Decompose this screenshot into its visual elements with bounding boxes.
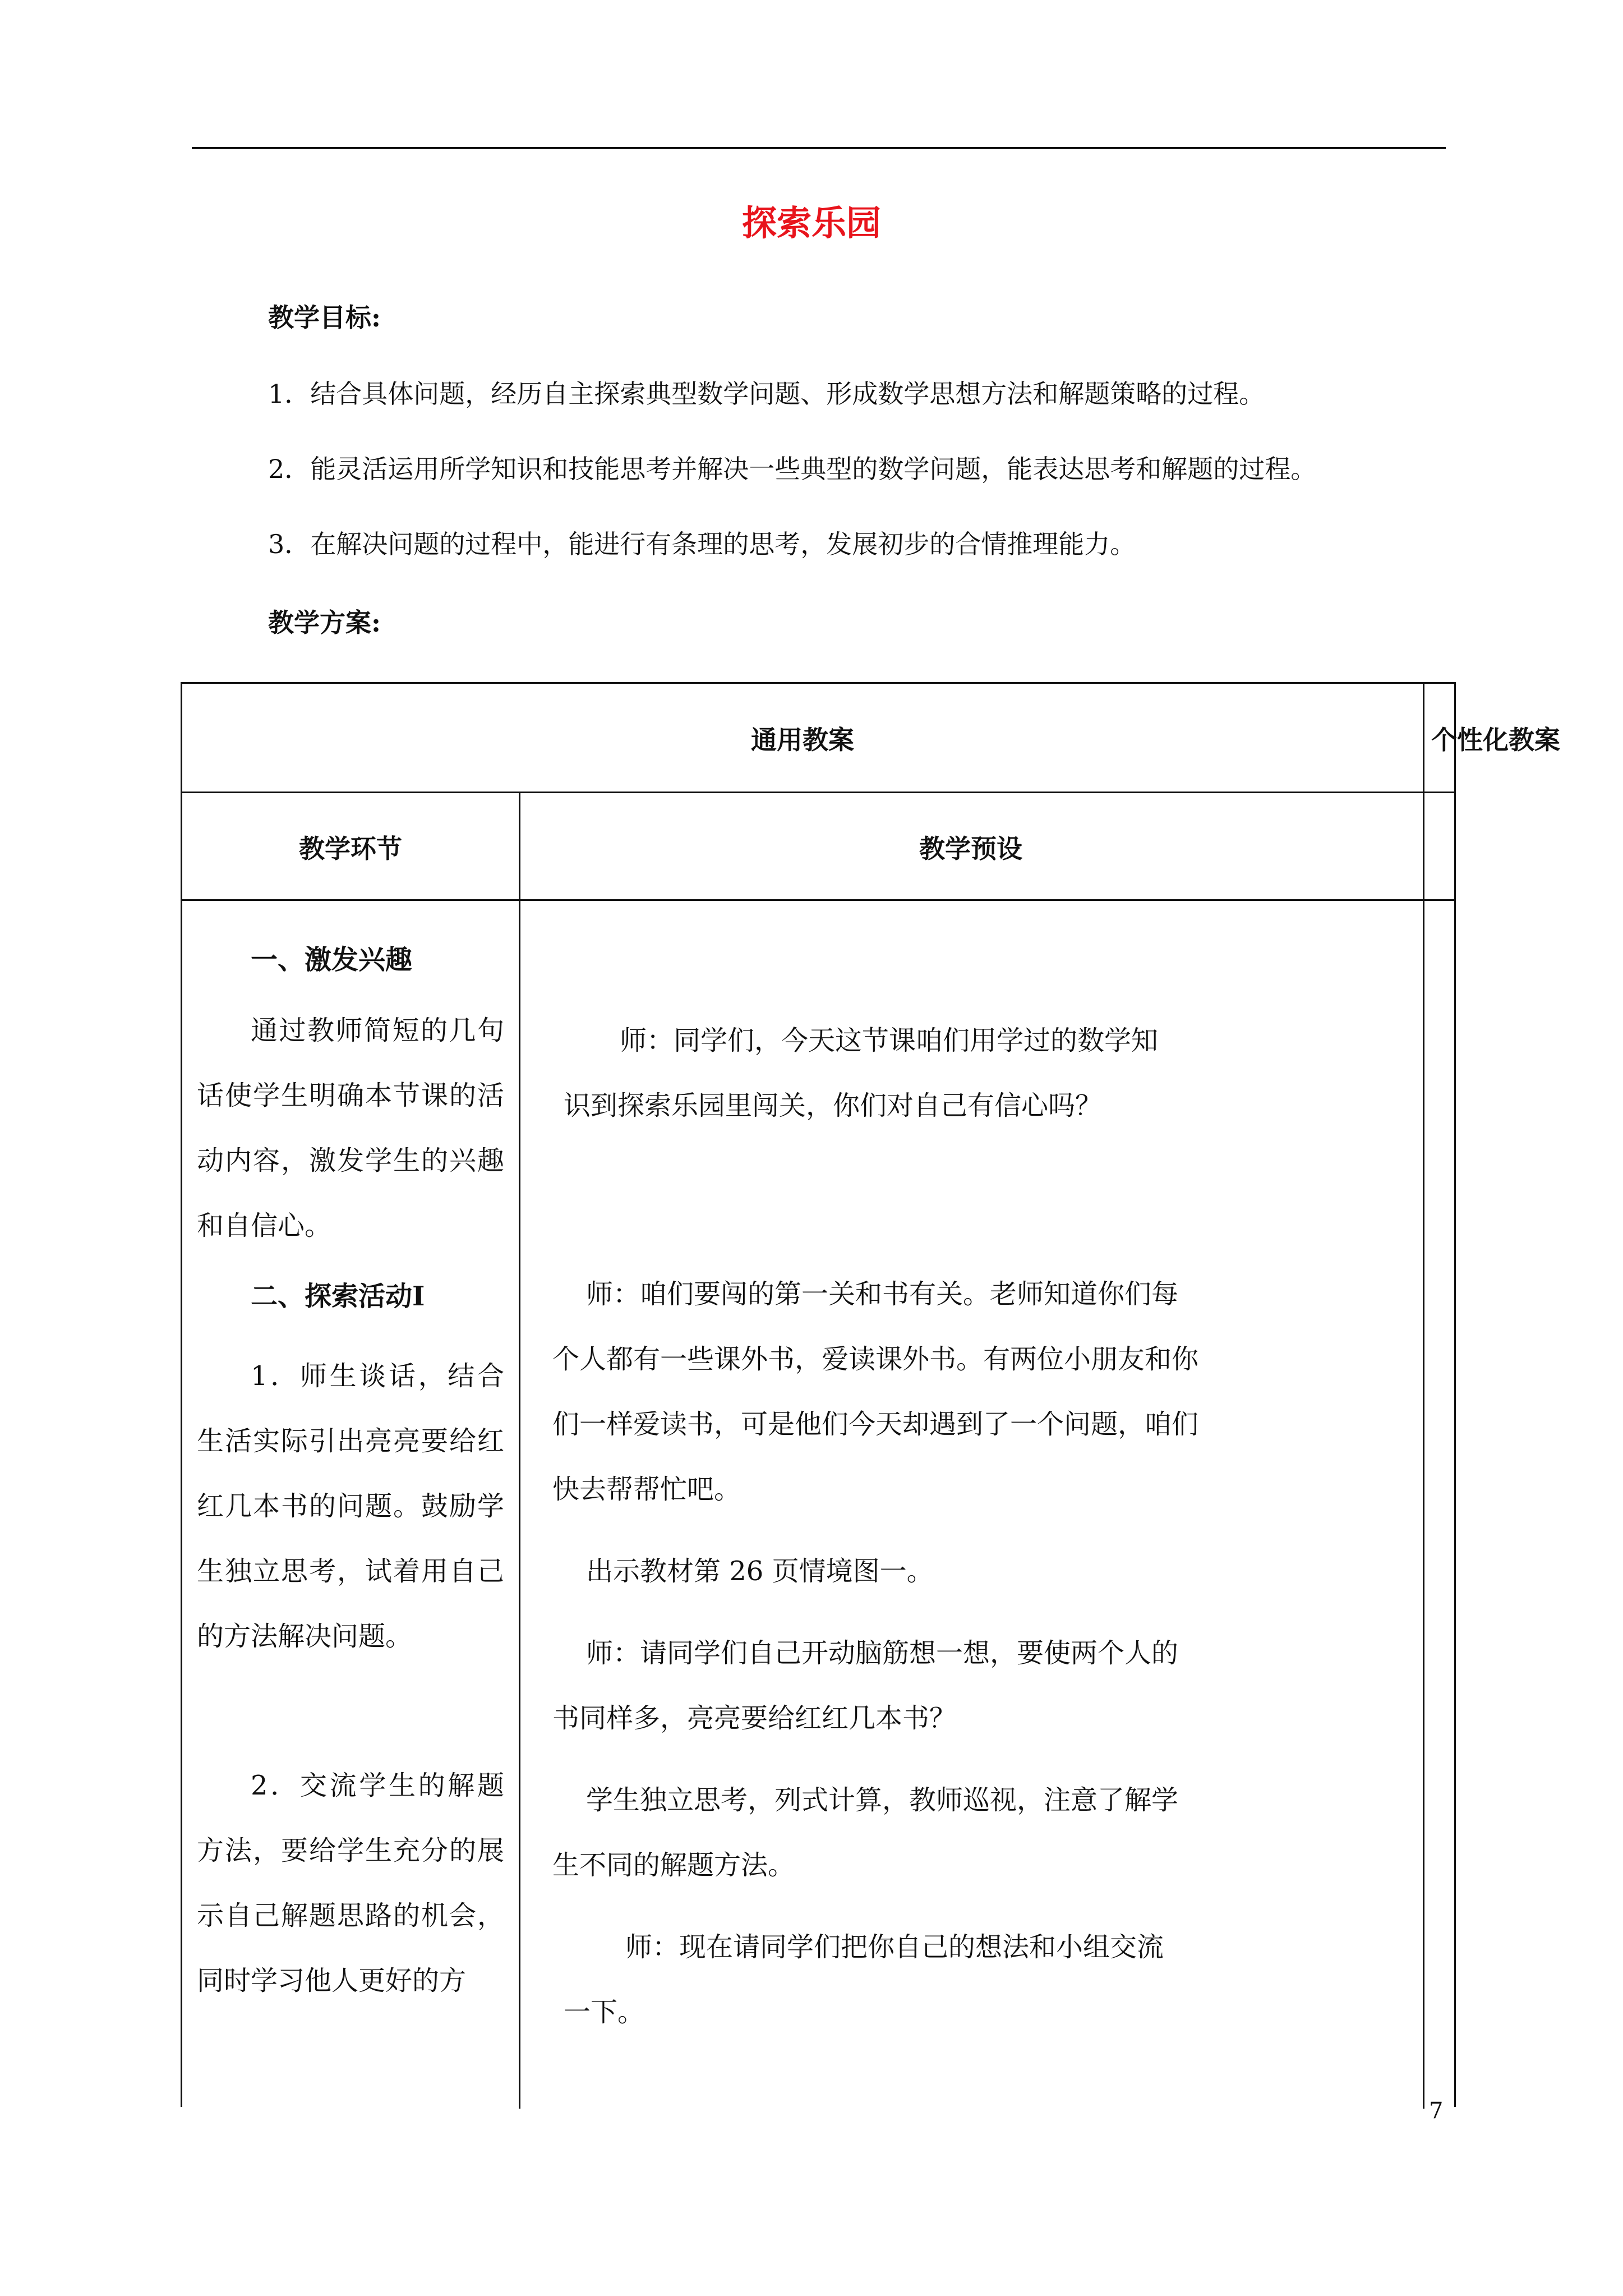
preset-line: 生不同的解题方法。 bbox=[552, 1849, 795, 1881]
header-rule bbox=[192, 147, 1446, 149]
objective-1: 1．结合具体问题，经历自主探索典型数学问题、形成数学思想方法和解题策略的过程。 bbox=[268, 379, 1265, 409]
preset-line: 书同样多，亮亮要给红红几本书？ bbox=[552, 1703, 957, 1734]
preset-line: 师：同学们，今天这节课咱们用学过的数学知 bbox=[620, 1025, 1159, 1056]
section-text: 2．交流学生的解题方法，要给学生充分的展示自己解题思路的机会，同时学习他人更好的方 bbox=[197, 1770, 504, 1996]
page-number: 7 bbox=[1429, 2098, 1444, 2124]
preset-line: 学生独立思考，列式计算，教师巡视，注意了解学 bbox=[586, 1784, 1179, 1816]
section-title: 二、探索活动Ⅰ bbox=[251, 1281, 425, 1312]
table-rule bbox=[182, 792, 1454, 793]
objective-3: 3．在解决问题的过程中，能进行有条理的思考，发展初步的合情推理能力。 bbox=[268, 529, 1136, 559]
plan-heading: 教学方案: bbox=[268, 608, 381, 638]
preset-line: 出示教材第 26 页情境图一。 bbox=[586, 1556, 934, 1587]
preset-line: 识到探索乐园里闯关，你们对自己有信心吗？ bbox=[564, 1090, 1103, 1121]
lesson-plan-table bbox=[181, 682, 1560, 2107]
header-personal: 个性化教案 bbox=[1431, 725, 1560, 755]
preset-column bbox=[519, 899, 1424, 2045]
header-stage: 教学环节 bbox=[299, 834, 402, 864]
preset-line: 师：咱们要闯的第一关和书有关。老师知道你们每 bbox=[586, 1278, 1179, 1310]
preset-line: 个人都有一些课外书，爱读课外书。有两位小朋友和你 bbox=[552, 1343, 1199, 1375]
section-title: 一、激发兴趣 bbox=[251, 944, 413, 976]
section-text: 1．师生谈话，结合生活实际引出亮亮要给红红几本书的问题。鼓励学生独立思考，试着用自己的方法解决问题。 bbox=[197, 1360, 504, 1652]
preset-line: 一下。 bbox=[564, 1996, 645, 2028]
stage-column bbox=[182, 899, 519, 2013]
preset-line: 快去帮帮忙吧。 bbox=[552, 1474, 741, 1505]
header-preset: 教学预设 bbox=[919, 834, 1022, 864]
objective-2: 2．能灵活运用所学知识和技能思考并解决一些典型的数学问题，能表达思考和解题的过程。 bbox=[268, 454, 1317, 484]
header-general: 通用教案 bbox=[751, 725, 854, 755]
preset-line: 们一样爱读书，可是他们今天却遇到了一个问题，咱们 bbox=[552, 1409, 1199, 1440]
preset-line: 师：请同学们自己开动脑筋想一想，要使两个人的 bbox=[586, 1637, 1179, 1669]
page-title: 探索乐园 bbox=[741, 203, 881, 243]
preset-line: 师：现在请同学们把你自己的想法和小组交流 bbox=[625, 1931, 1164, 1963]
section-text: 通过教师简短的几句话使学生明确本节课的活动内容，激发学生的兴趣和自信心。 bbox=[197, 1015, 504, 1241]
objectives-heading: 教学目标: bbox=[268, 302, 381, 333]
